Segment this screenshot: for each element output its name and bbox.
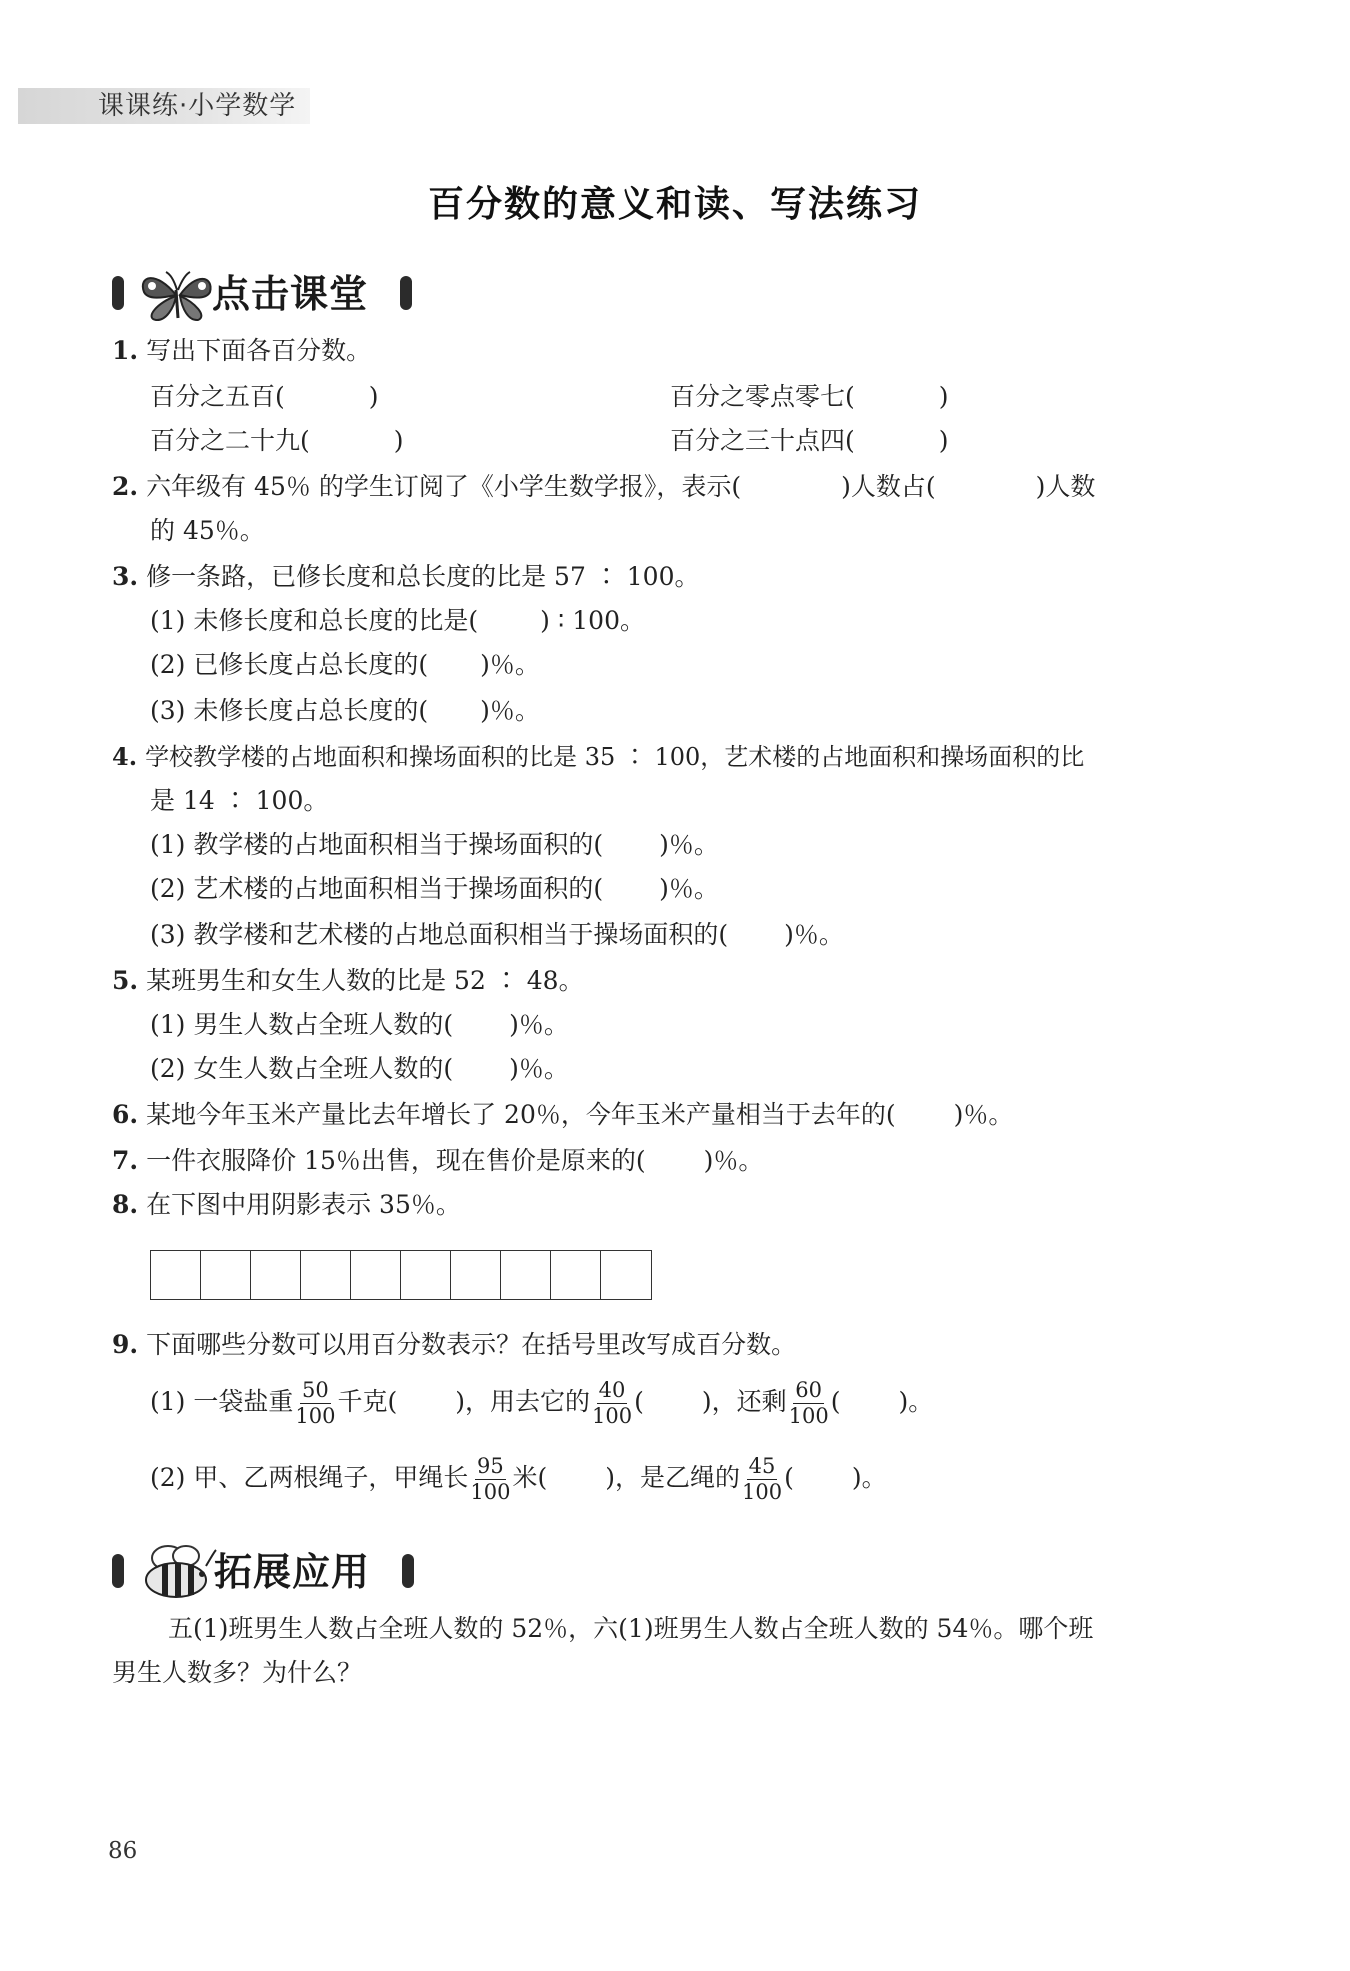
question-text: 某班男生和女生人数的比是 52 ∶ 48。	[146, 966, 584, 995]
numerator: 50	[302, 1378, 329, 1402]
item-text: 百分之零点零七(	[670, 382, 855, 411]
sub-text: 米(	[512, 1463, 548, 1492]
question-2-line2: 的 45％。	[150, 516, 265, 545]
q1-item-d	[670, 424, 949, 458]
grid-cell[interactable]	[501, 1251, 551, 1299]
question-3	[112, 560, 699, 594]
sub-text: )％。	[784, 920, 844, 949]
question-text: 写出下面各百分数。	[146, 336, 372, 365]
sub-text: )，还剩	[701, 1387, 787, 1416]
question-text: )％。	[703, 1146, 764, 1175]
question-8	[112, 1188, 461, 1222]
bracket-close: )	[938, 382, 949, 411]
butterfly-icon	[136, 268, 218, 322]
denominator: 100	[470, 1480, 511, 1504]
denominator: 100	[742, 1480, 783, 1504]
question-number: 6.	[112, 1100, 139, 1129]
q5-sub-2	[150, 1052, 569, 1086]
q3-sub-2	[150, 648, 540, 682]
denominator: 100	[592, 1404, 633, 1428]
sub-text: (2) 女生人数占全班人数的(	[150, 1054, 454, 1083]
extension-question-line2: 男生人数多？为什么？	[112, 1658, 363, 1687]
question-6	[112, 1098, 1013, 1132]
extension-question-line1: 五(1)班男生人数占全班人数的 52％，六(1)班男生人数占全班人数的 54％。哪个班	[168, 1614, 1094, 1643]
sub-text: )。	[898, 1387, 934, 1416]
question-text: )人数	[1035, 472, 1096, 501]
right-bracket-decoration	[402, 1554, 414, 1588]
q9-sub-1	[150, 1378, 933, 1429]
question-text: )人数占(	[841, 472, 936, 501]
sub-text: (	[784, 1463, 794, 1492]
question-number: 3.	[112, 562, 139, 591]
sub-text: (1) 男生人数占全班人数的(	[150, 1010, 454, 1039]
q4-sub-3	[150, 918, 844, 952]
numerator: 40	[598, 1378, 626, 1402]
question-9	[112, 1328, 796, 1362]
right-bracket-decoration	[400, 276, 412, 310]
sub-text: )。	[851, 1463, 887, 1492]
grid-cell[interactable]	[251, 1251, 301, 1299]
numerator: 60	[795, 1378, 823, 1402]
question-5	[112, 964, 584, 998]
sub-text: (	[634, 1387, 644, 1416]
grid-cell[interactable]	[551, 1251, 601, 1299]
fraction	[742, 1454, 782, 1505]
question-number: 2.	[112, 472, 139, 501]
bracket-close: )	[393, 426, 404, 455]
numerator: 45	[748, 1454, 776, 1478]
fraction	[592, 1378, 632, 1429]
question-7	[112, 1144, 763, 1178]
item-text: 百分之五百(	[150, 382, 285, 411]
question-number: 8.	[112, 1190, 139, 1219]
item-text: 百分之三十点四(	[670, 426, 855, 455]
question-1	[112, 334, 371, 368]
q5-sub-1	[150, 1008, 569, 1042]
sub-text: (1) 未修长度和总长度的比是(	[150, 606, 479, 635]
q3-sub-3	[150, 694, 540, 728]
sub-text: )％。	[480, 650, 540, 679]
sub-text: ) ∶ 100。	[540, 606, 645, 635]
sub-text: )％。	[659, 830, 719, 859]
sub-text: )，用去它的	[455, 1387, 590, 1416]
q1-item-b	[670, 380, 949, 414]
sub-text: (1) 教学楼的占地面积相当于操场面积的(	[150, 830, 604, 859]
sub-text: (2) 已修长度占总长度的(	[150, 650, 429, 679]
denominator: 100	[295, 1404, 336, 1428]
section-header-classroom	[112, 266, 412, 322]
question-text: 某地今年玉米产量比去年增长了 20％，今年玉米产量相当于去年的(	[146, 1100, 896, 1129]
question-2	[112, 470, 1095, 504]
left-bracket-decoration	[112, 1554, 124, 1588]
question-number: 4.	[112, 742, 138, 771]
book-title: 课课练·小学数学	[98, 91, 297, 121]
q1-item-a	[150, 380, 379, 414]
sub-text: (1) 一袋盐重	[150, 1387, 294, 1416]
question-number: 1.	[112, 336, 139, 365]
numerator: 95	[477, 1454, 504, 1478]
grid-cell[interactable]	[201, 1251, 251, 1299]
grid-cell[interactable]	[351, 1251, 401, 1299]
sub-text: (	[830, 1387, 841, 1416]
left-bracket-decoration	[112, 276, 124, 310]
grid-cell[interactable]	[301, 1251, 351, 1299]
question-4	[112, 740, 1084, 774]
sub-text: )％。	[659, 874, 719, 903]
item-text: 百分之二十九(	[150, 426, 310, 455]
fraction	[789, 1378, 829, 1429]
sub-text: )％。	[509, 1010, 569, 1039]
sub-text: )％。	[480, 696, 540, 725]
q4-sub-1	[150, 828, 719, 862]
bracket-close: )	[368, 382, 379, 411]
grid-cell[interactable]	[451, 1251, 501, 1299]
question-text: 下面哪些分数可以用百分数表示？在括号里改写成百分数。	[146, 1330, 797, 1359]
q1-item-c	[150, 424, 404, 458]
shading-grid	[150, 1250, 652, 1300]
section-header-extension	[112, 1544, 412, 1600]
q3-sub-1	[150, 604, 645, 638]
section-label-extension: 拓展应用	[214, 1550, 371, 1594]
q4-sub-2	[150, 872, 719, 906]
question-text: 六年级有 45％ 的学生订阅了《小学生数学报》，表示(	[146, 472, 742, 501]
sub-text: (3) 未修长度占总长度的(	[150, 696, 429, 725]
question-number: 7.	[112, 1146, 139, 1175]
fraction	[470, 1454, 510, 1505]
denominator: 100	[788, 1404, 829, 1428]
q9-sub-2	[150, 1454, 887, 1505]
sub-text: (2) 甲、乙两根绳子，甲绳长	[150, 1463, 469, 1492]
section-label-classroom: 点击课堂	[212, 272, 369, 316]
question-text: 学校教学楼的占地面积和操场面积的比是 35 ∶ 100，艺术楼的占地面积和操场面积的比	[145, 743, 1085, 771]
sub-text: )％。	[509, 1054, 569, 1083]
question-number: 9.	[112, 1330, 139, 1359]
question-4-line2: 是 14 ∶ 100。	[150, 786, 329, 815]
bracket-close: )	[938, 426, 949, 455]
grid-cell[interactable]	[601, 1251, 651, 1299]
bee-icon	[128, 1544, 218, 1600]
question-text: 在下图中用阴影表示 35％。	[146, 1190, 461, 1219]
sub-text: (2) 艺术楼的占地面积相当于操场面积的(	[150, 874, 604, 903]
question-number: 5.	[112, 966, 139, 995]
grid-cell[interactable]	[151, 1251, 201, 1299]
fraction	[295, 1378, 335, 1429]
sub-text: )，是乙绳的	[605, 1463, 740, 1492]
grid-cell[interactable]	[401, 1251, 451, 1299]
page-number: 86	[108, 1838, 138, 1864]
sub-text: (3) 教学楼和艺术楼的占地总面积相当于操场面积的(	[150, 920, 729, 949]
page-title: 百分数的意义和读、写法练习	[427, 184, 922, 225]
question-text: 一件衣服降价 15％出售，现在售价是原来的(	[146, 1146, 646, 1175]
sub-text: 千克(	[337, 1387, 398, 1416]
question-text: 修一条路，已修长度和总长度的比是 57 ∶ 100。	[146, 562, 700, 591]
question-text: )％。	[953, 1100, 1014, 1129]
